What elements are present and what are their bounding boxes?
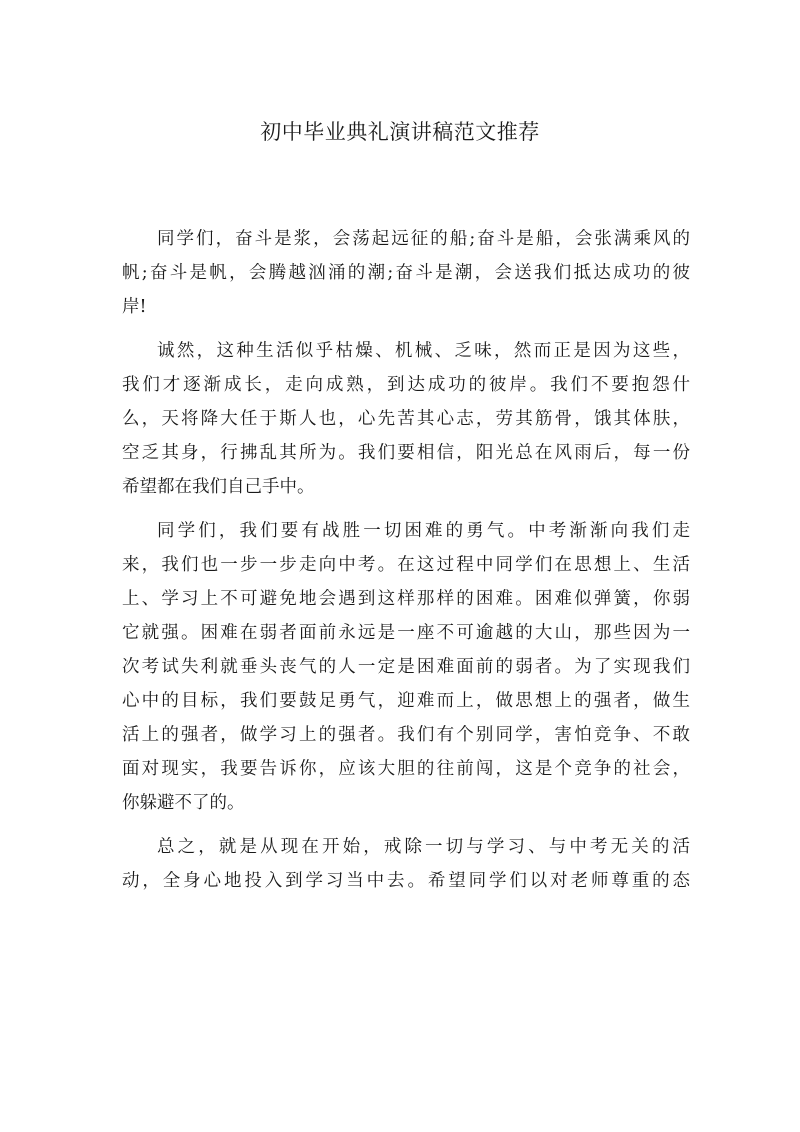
paragraph-line: 活上的强者，做学习上的强者。我们有个别同学，害怕竞争、不敢: [122, 725, 690, 745]
paragraph-line: 面对现实，我要告诉你，应该大胆的往前闯，这是个竞争的社会，: [122, 759, 690, 779]
document-title: 初中毕业典礼演讲稿范文推荐: [260, 120, 540, 144]
paragraph-line: 次考试失利就垂头丧气的人一定是困难面前的弱者。为了实现我们: [122, 657, 690, 677]
paragraph-line: 帆;奋斗是帆，会腾越汹涌的潮;奋斗是潮，会送我们抵达成功的彼: [122, 263, 690, 283]
document-body: [122, 222, 690, 898]
paragraph-line: 同学们，我们要有战胜一切困难的勇气。中考渐渐向我们走: [157, 521, 690, 541]
paragraph-2: [122, 334, 690, 504]
paragraph-line: 它就强。困难在弱者面前永远是一座不可逾越的大山，那些因为一: [122, 623, 690, 643]
paragraph-3: [122, 514, 690, 820]
paragraph-line: 总之，就是从现在开始，戒除一切与学习、与中考无关的活: [157, 837, 690, 857]
paragraph-line: 心中的目标，我们要鼓足勇气，迎难而上，做思想上的强者，做生: [122, 691, 690, 711]
paragraph-line: 上、学习上不可避免地会遇到这样那样的困难。困难似弹簧，你弱: [122, 589, 690, 609]
paragraph-line: 你躲避不了的。: [122, 793, 245, 813]
paragraph-line: 动，全身心地投入到学习当中去。希望同学们以对老师尊重的态: [122, 871, 690, 891]
paragraph-line: 空乏其身，行拂乱其所为。我们要相信，阳光总在风雨后，每一份: [122, 443, 690, 463]
paragraph-line: 么，天将降大任于斯人也，心先苦其心志，劳其筋骨，饿其体肤，: [122, 409, 690, 429]
paragraph-1: [122, 222, 690, 324]
paragraph-line: 同学们，奋斗是浆，会荡起远征的船;奋斗是船，会张满乘风的: [157, 229, 690, 249]
paragraph-4: [122, 830, 690, 898]
paragraph-line: 来，我们也一步一步走向中考。在这过程中同学们在思想上、生活: [122, 555, 690, 575]
paragraph-line: 希望都在我们自己手中。: [122, 477, 315, 497]
paragraph-line: 诚然，这种生活似乎枯燥、机械、乏味，然而正是因为这些，: [157, 341, 690, 361]
paragraph-line: 岸!: [122, 297, 147, 317]
paragraph-line: 我们才逐渐成长，走向成熟，到达成功的彼岸。我们不要抱怨什: [122, 375, 690, 395]
